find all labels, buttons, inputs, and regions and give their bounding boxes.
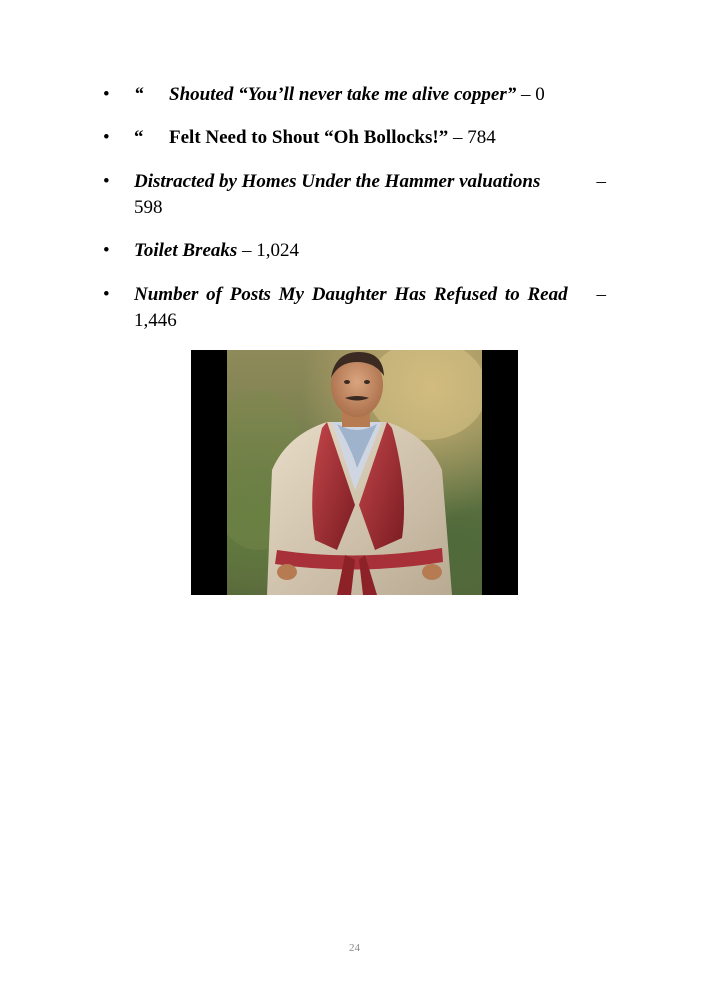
list-item	[103, 282, 606, 334]
item-value: 598	[134, 197, 163, 218]
man-in-smoking-jacket-photo	[227, 350, 482, 595]
list-item	[103, 82, 606, 108]
quote-mark: “	[134, 84, 144, 105]
bullet-icon: •	[103, 171, 110, 192]
bullet-icon: •	[103, 284, 110, 305]
item-dash: –	[596, 171, 606, 192]
list-item	[103, 125, 606, 151]
item-value: – 0	[516, 84, 545, 105]
item-label: Felt Need to Shout “Oh Bollocks!”	[169, 127, 449, 148]
item-value: – 1,024	[237, 240, 300, 261]
list-item	[103, 238, 606, 264]
quote-mark: “	[134, 127, 144, 148]
page-number: 24	[349, 942, 360, 954]
bullet-icon: •	[103, 84, 110, 105]
item-label: Distracted by Homes Under the Hammer valuations	[134, 171, 541, 192]
photo-frame	[191, 350, 518, 595]
item-label: Shouted “You’ll never take me alive copper”	[169, 84, 517, 105]
list-item	[103, 169, 606, 221]
item-dash: –	[596, 284, 606, 305]
bullet-icon: •	[103, 127, 110, 148]
item-value: – 784	[448, 127, 496, 148]
item-label: Number of Posts My Daughter Has Refused to Read	[134, 284, 568, 305]
item-label: Toilet Breaks	[134, 240, 238, 261]
item-value: 1,446	[134, 310, 177, 331]
bullet-icon: •	[103, 240, 110, 261]
photo-illustration	[227, 350, 482, 595]
